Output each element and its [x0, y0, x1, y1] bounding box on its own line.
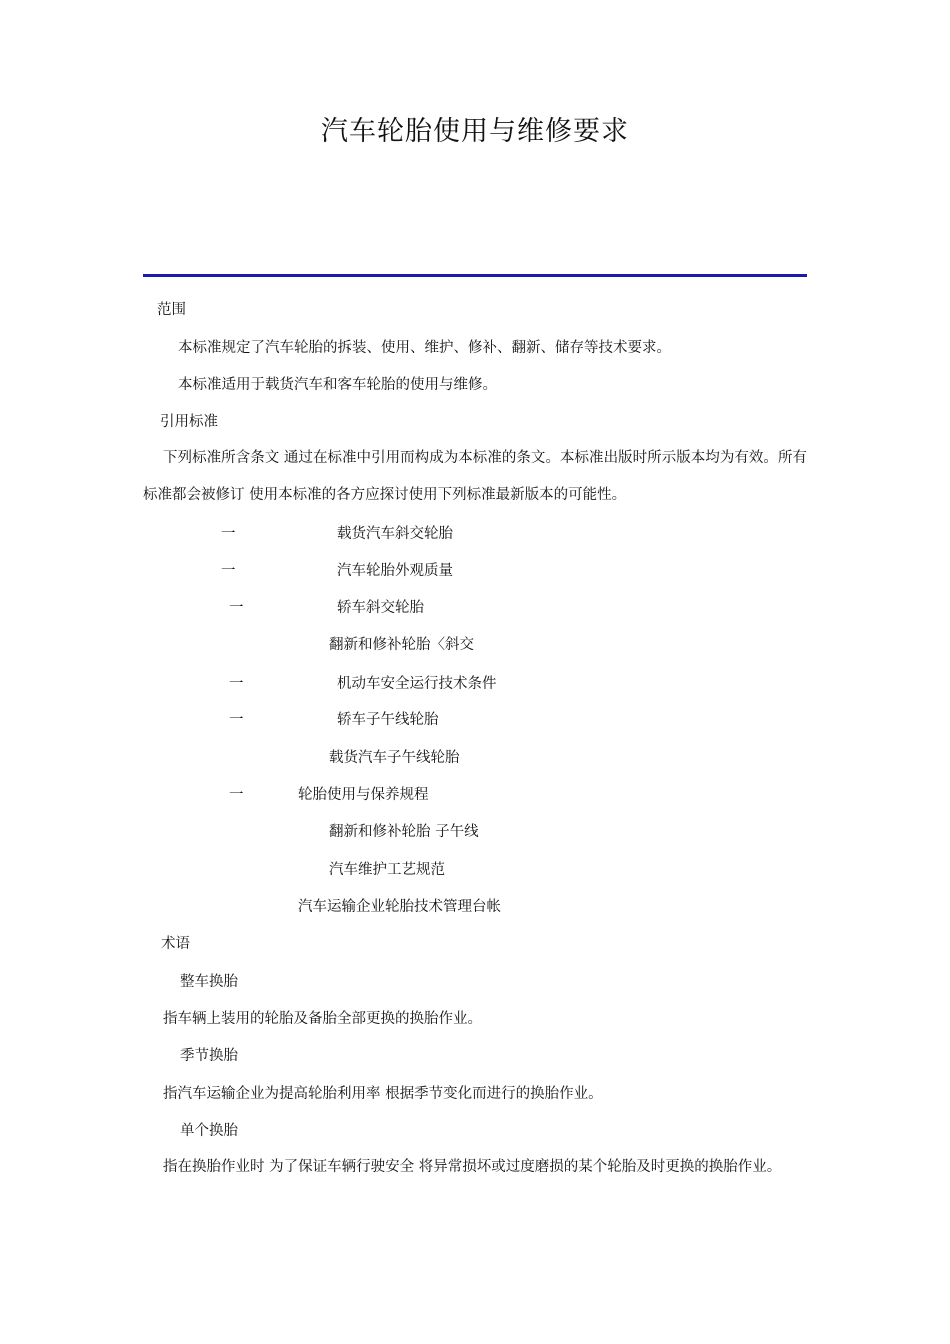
- reference-item: 轮胎使用与保养规程: [298, 787, 429, 803]
- reference-item: 翻新和修补轮胎 子午线: [329, 824, 479, 840]
- section-heading-references: 引用标准: [160, 414, 218, 430]
- reference-item-dash: 一: [229, 676, 244, 692]
- section-heading-terms: 术语: [161, 936, 190, 952]
- document-title: 汽车轮胎使用与维修要求: [321, 116, 629, 147]
- reference-item: 载货汽车子午线轮胎: [329, 750, 460, 766]
- scope-paragraph-2: 本标准适用于载货汽车和客车轮胎的使用与维修。: [178, 377, 497, 393]
- reference-item-dash: 一: [229, 787, 244, 803]
- reference-item-dash: 一: [229, 712, 244, 728]
- term-name: 单个换胎: [180, 1123, 238, 1139]
- term-name: 整车换胎: [180, 974, 238, 990]
- reference-item-dash: 一: [221, 563, 236, 579]
- reference-item: 机动车安全运行技术条件: [337, 676, 497, 692]
- term-definition: 指汽车运输企业为提高轮胎利用率 根据季节变化而进行的换胎作业。: [163, 1086, 603, 1102]
- reference-item: 载货汽车斜交轮胎: [337, 526, 453, 542]
- references-intro: 下列标准所含条文 通过在标准中引用而构成为本标准的条文。本标准出版时所示版本均为有效。所有标准都会被修订 使用本标准的各方应探讨使用下列标准最新版本的可能性。: [143, 450, 807, 503]
- term-name: 季节换胎: [180, 1048, 238, 1064]
- section-heading-scope: 范围: [157, 302, 186, 318]
- reference-item: 翻新和修补轮胎〈斜交: [329, 637, 474, 653]
- reference-item-dash: 一: [221, 526, 236, 542]
- reference-item: 汽车轮胎外观质量: [337, 563, 453, 579]
- reference-item: 汽车维护工艺规范: [329, 862, 445, 878]
- reference-item: 汽车运输企业轮胎技术管理台帐: [298, 899, 501, 915]
- reference-item-dash: 一: [229, 600, 244, 616]
- reference-item: 轿车子午线轮胎: [337, 712, 439, 728]
- reference-item: 轿车斜交轮胎: [337, 600, 424, 616]
- title-divider: [143, 274, 807, 277]
- term-definition: 指车辆上装用的轮胎及备胎全部更换的换胎作业。: [163, 1011, 482, 1027]
- scope-paragraph-1: 本标准规定了汽车轮胎的拆装、使用、维护、修补、翻新、储存等技术要求。: [178, 340, 671, 356]
- term-definition: 指在换胎作业时 为了保证车辆行驶安全 将异常损坏或过度磨损的某个轮胎及时更换的换胎作业。: [163, 1159, 782, 1175]
